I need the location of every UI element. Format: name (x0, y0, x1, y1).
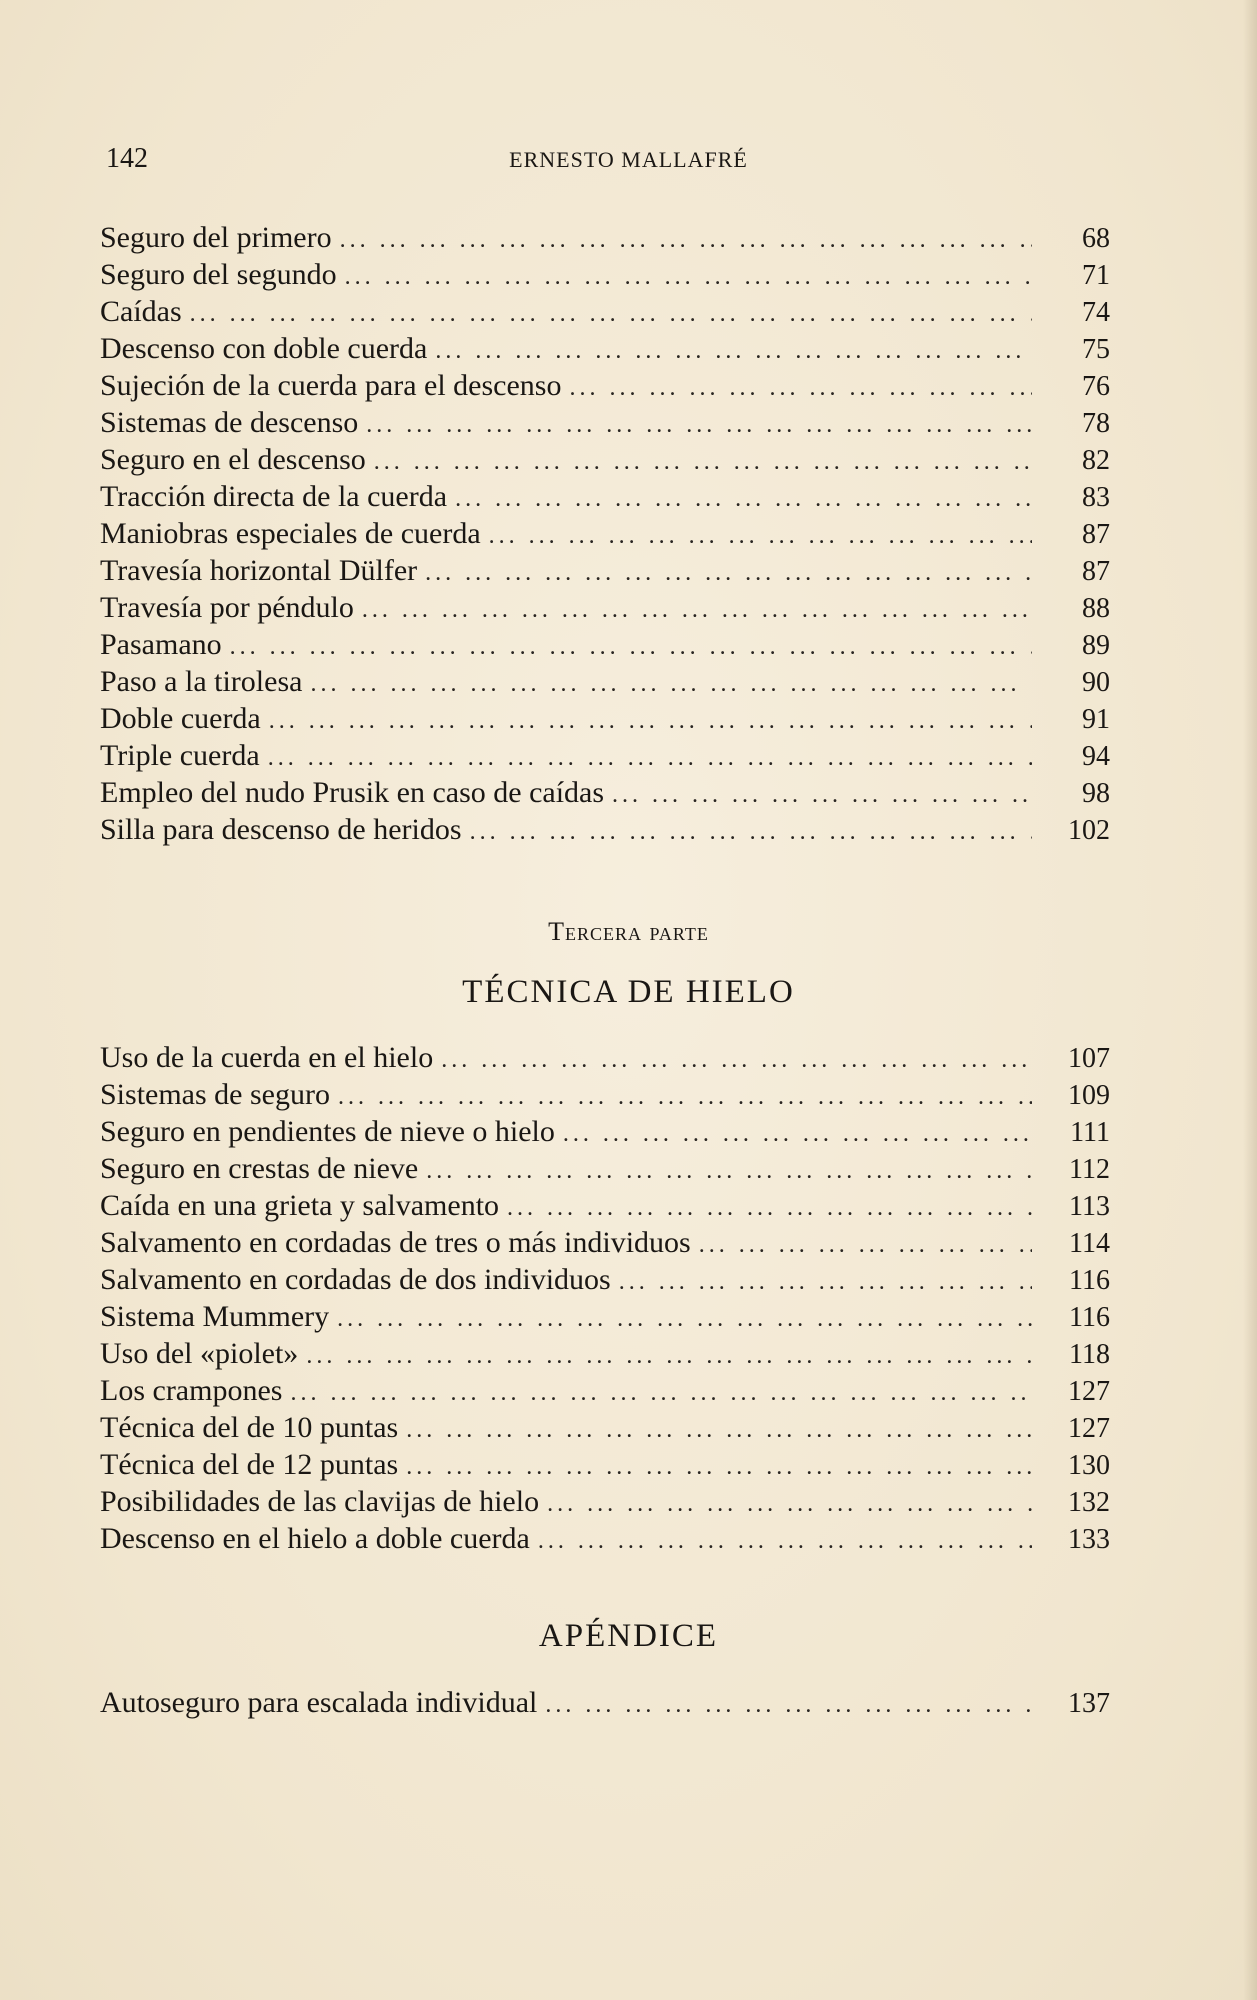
dot-leader (406, 1412, 1032, 1449)
toc-entry-title: Seguro del primero (100, 221, 332, 254)
toc-entry (100, 1335, 1110, 1372)
toc-entry-page: 87 (1082, 556, 1110, 587)
toc-entry-title: Uso de la cuerda en el hielo (100, 1041, 434, 1074)
toc-entry-title: Doble cuerda (100, 702, 261, 735)
toc-entry-page: 133 (1068, 1524, 1110, 1555)
dot-leader (619, 1264, 1032, 1301)
dot-leader (569, 370, 1032, 407)
toc-entry-page: 71 (1082, 260, 1110, 291)
toc-entry-title: Técnica del de 10 puntas (100, 1411, 399, 1444)
toc-entry-page: 118 (1069, 1339, 1110, 1370)
toc-entry (100, 700, 1110, 737)
toc-entry-page: 132 (1068, 1487, 1110, 1518)
toc-entry (100, 404, 1110, 441)
toc-entry-page: 111 (1070, 1117, 1110, 1148)
toc-entry (100, 515, 1110, 552)
toc-entry-title: Silla para descenso de heridos (100, 813, 462, 846)
toc-entry-title: Sistemas de seguro (100, 1078, 330, 1111)
toc-entry-title: Salvamento en cordadas de tres o más individuos (100, 1226, 691, 1259)
toc-entry-page: 94 (1082, 741, 1110, 772)
toc-entry-title: Sistema Mummery (100, 1300, 330, 1333)
toc-entry-title: Caída en una grieta y salvamento (100, 1189, 500, 1222)
toc-entry-page: 91 (1082, 704, 1110, 735)
dot-leader (366, 407, 1032, 444)
toc-entry-title: Posibilidades de las clavijas de hielo (100, 1485, 540, 1518)
toc-entry (100, 1684, 1110, 1721)
toc-entry (100, 1076, 1110, 1113)
toc-entry (100, 1520, 1110, 1557)
toc-entry-title: Triple cuerda (100, 739, 260, 772)
dot-leader (489, 518, 1032, 555)
toc-entry-title: Tracción directa de la cuerda (100, 480, 448, 513)
dot-leader (406, 1449, 1032, 1486)
page-number: 142 (106, 143, 148, 174)
toc-entry-title: Empleo del nudo Prusik en caso de caídas (100, 776, 605, 809)
toc-entry (100, 1187, 1110, 1224)
toc-entry (100, 1261, 1110, 1298)
toc-entry-title: Seguro en crestas de nieve (100, 1152, 419, 1185)
toc-entry-title: Autoseguro para escalada individual (100, 1686, 538, 1719)
toc-entry-page: 109 (1068, 1080, 1110, 1111)
dot-leader (268, 740, 1032, 777)
part-title: TÉCNICA DE HIELO (462, 974, 795, 1010)
dot-leader (699, 1227, 1032, 1264)
dot-leader (435, 333, 1032, 370)
toc-list-part2 (100, 219, 1110, 848)
toc-entry-page: 113 (1069, 1191, 1110, 1222)
dot-leader (340, 222, 1032, 259)
dot-leader (310, 666, 1032, 703)
toc-entry (100, 1483, 1110, 1520)
toc-entry-page: 74 (1082, 297, 1110, 328)
toc-entry-page: 130 (1068, 1450, 1110, 1481)
toc-entry-title: Paso a la tirolesa (100, 665, 303, 698)
toc-entry (100, 1446, 1110, 1483)
toc-entry-page: 78 (1082, 408, 1110, 439)
toc-entry-title: Sistemas de descenso (100, 406, 359, 439)
dot-leader (425, 555, 1032, 592)
dot-leader (338, 1079, 1032, 1116)
toc-entry-page: 68 (1082, 223, 1110, 254)
toc-entry (100, 774, 1110, 811)
toc-entry-page: 98 (1082, 778, 1110, 809)
toc-entry-title: Travesía horizontal Dülfer (100, 554, 418, 587)
toc-entry-title: Travesía por péndulo (100, 591, 354, 624)
toc-entry (100, 256, 1110, 293)
dot-leader (545, 1687, 1032, 1724)
toc-entry-title: Seguro del segundo (100, 258, 337, 291)
dot-leader (507, 1190, 1032, 1227)
toc-entry-page: 127 (1068, 1376, 1110, 1407)
toc-entry-title: Salvamento en cordadas de dos individuos (100, 1263, 611, 1296)
toc-entry-page: 116 (1069, 1302, 1110, 1333)
dot-leader (269, 703, 1032, 740)
toc-entry-page: 127 (1068, 1413, 1110, 1444)
toc-entry-title: Técnica del de 12 puntas (100, 1448, 399, 1481)
part-label: Tercera parte (548, 917, 709, 946)
toc-entry (100, 737, 1110, 774)
toc-entry-title: Descenso en el hielo a doble cuerda (100, 1522, 530, 1555)
toc-entry (100, 330, 1110, 367)
toc-entry-page: 90 (1082, 667, 1110, 698)
dot-leader (190, 296, 1032, 333)
toc-entry-page: 114 (1069, 1228, 1110, 1259)
dot-leader (470, 814, 1032, 851)
toc-entry (100, 552, 1110, 589)
toc-entry-title: Seguro en pendientes de nieve o hielo (100, 1115, 555, 1148)
toc-entry-page: 116 (1069, 1265, 1110, 1296)
dot-leader (612, 777, 1032, 814)
dot-leader (441, 1042, 1032, 1079)
dot-leader (455, 481, 1032, 518)
toc-entry (100, 1150, 1110, 1187)
dot-leader (426, 1153, 1032, 1190)
toc-entry-page: 75 (1082, 334, 1110, 365)
toc-entry-page: 137 (1068, 1688, 1110, 1719)
toc-entry (100, 293, 1110, 330)
dot-leader (230, 629, 1032, 666)
toc-entry-title: Descenso con doble cuerda (100, 332, 428, 365)
toc-entry-page: 112 (1069, 1154, 1110, 1185)
dot-leader (563, 1116, 1032, 1153)
toc-entry-page: 76 (1082, 371, 1110, 402)
dot-leader (547, 1486, 1032, 1523)
toc-entry-page: 107 (1068, 1043, 1110, 1074)
toc-entry-page: 82 (1082, 445, 1110, 476)
dot-leader (306, 1338, 1032, 1375)
toc-entry (100, 441, 1110, 478)
toc-list-appendix (100, 1684, 1110, 1721)
toc-entry-page: 83 (1082, 482, 1110, 513)
toc-entry-title: Los crampones (100, 1374, 283, 1407)
dot-leader (337, 1301, 1032, 1338)
dot-leader (362, 592, 1032, 629)
toc-entry (100, 219, 1110, 256)
running-head (0, 143, 1257, 183)
toc-entry-title: Pasamano (100, 628, 222, 661)
toc-entry (100, 1039, 1110, 1076)
running-head-author: ERNESTO MALLAFRÉ (509, 147, 748, 172)
dot-leader (538, 1523, 1032, 1560)
toc-entry-title: Seguro en el descenso (100, 443, 366, 476)
toc-entry-page: 102 (1068, 815, 1110, 846)
toc-entry (100, 663, 1110, 700)
toc-entry-title: Maniobras especiales de cuerda (100, 517, 481, 550)
toc-entry-title: Uso del «piolet» (100, 1337, 299, 1370)
toc-entry (100, 1224, 1110, 1261)
appendix-title: APÉNDICE (538, 1618, 719, 1654)
toc-entry-page: 89 (1082, 630, 1110, 661)
toc-entry (100, 626, 1110, 663)
toc-entry-page: 87 (1082, 519, 1110, 550)
toc-list-part3 (100, 1039, 1110, 1557)
toc-entry (100, 589, 1110, 626)
toc-entry (100, 367, 1110, 404)
dot-leader (290, 1375, 1032, 1412)
toc-entry (100, 811, 1110, 848)
dot-leader (374, 444, 1032, 481)
toc-entry (100, 1113, 1110, 1150)
toc-entry-page: 88 (1082, 593, 1110, 624)
toc-entry (100, 1298, 1110, 1335)
toc-entry-title: Sujeción de la cuerda para el descenso (100, 369, 562, 402)
toc-entry (100, 1409, 1110, 1446)
toc-entry-title: Caídas (100, 295, 182, 328)
dot-leader (345, 259, 1032, 296)
toc-entry (100, 478, 1110, 515)
toc-entry (100, 1372, 1110, 1409)
